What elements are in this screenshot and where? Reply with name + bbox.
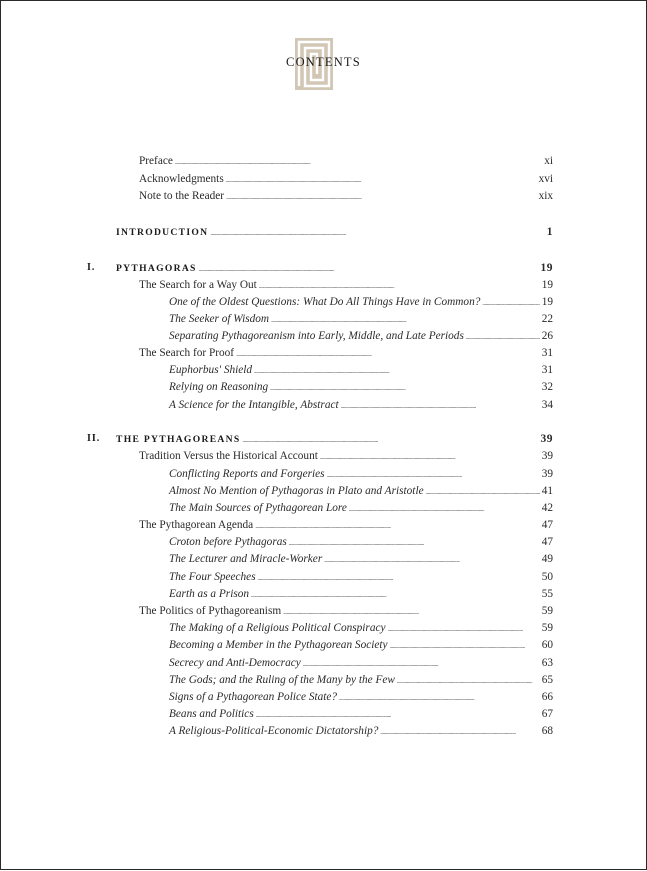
toc-entry-title: Relying on Reasoning — [169, 381, 269, 393]
toc-subsection[interactable] — [169, 637, 553, 653]
toc-entry-page: 39 — [540, 433, 553, 445]
toc-subsection[interactable] — [169, 689, 553, 705]
toc-entry-title: Conflicting Reports and Forgeries — [169, 468, 325, 480]
toc-entry-page: 39 — [541, 468, 553, 480]
dot-leader — [251, 586, 540, 603]
toc-entry-title: Secrecy and Anti-Democracy — [169, 657, 301, 669]
dot-leader — [270, 379, 540, 396]
dot-leader — [482, 294, 539, 311]
toc-introduction[interactable] — [116, 224, 553, 240]
toc-entry-title: Croton before Pythagoras — [169, 536, 287, 548]
toc-entry-page: 68 — [541, 725, 553, 737]
toc-section[interactable] — [139, 448, 553, 464]
toc-entry-title: Beans and Politics — [169, 708, 254, 720]
toc-subsection[interactable] — [169, 311, 553, 327]
dot-leader — [388, 620, 540, 637]
toc-subsection[interactable] — [169, 294, 553, 310]
toc-entry-page: 49 — [541, 553, 553, 565]
toc-entry-title: The Search for a Way Out — [139, 279, 257, 291]
dot-leader — [349, 500, 540, 517]
dot-leader — [390, 637, 540, 654]
toc-entry-page: 47 — [541, 519, 553, 531]
dot-leader — [258, 569, 540, 586]
toc-entry-title: Almost No Mention of Pythagoras in Plato and Aristotle — [169, 485, 424, 497]
dot-leader — [289, 534, 540, 551]
dot-leader — [327, 466, 540, 483]
toc-entry-title: The Search for Proof — [139, 347, 235, 359]
dot-leader — [242, 431, 538, 448]
dot-leader — [254, 362, 540, 379]
toc-entry-title: Acknowledgments — [139, 173, 224, 185]
dot-leader — [256, 706, 540, 723]
toc-entry-page: 19 — [541, 296, 553, 308]
dot-leader — [426, 483, 540, 500]
toc-entry-page: 42 — [541, 502, 553, 514]
toc-subsection[interactable] — [169, 362, 553, 378]
toc-entry-title: The Gods; and the Ruling of the Many by the Few — [169, 674, 395, 686]
toc-subsection[interactable] — [169, 655, 553, 671]
toc-entry-page: 55 — [541, 588, 553, 600]
toc-entry-title: Tradition Versus the Historical Account — [139, 450, 318, 462]
toc-entry-page: 63 — [541, 657, 553, 669]
dot-leader — [466, 328, 540, 345]
dot-leader — [303, 655, 540, 672]
toc-entry[interactable] — [139, 171, 553, 187]
toc-entry-title: A Religious-Political-Economic Dictatorship? — [169, 725, 379, 737]
toc-entry-page: xvi — [538, 173, 553, 185]
toc-entry-page: 1 — [546, 226, 553, 238]
dot-leader — [210, 224, 544, 241]
toc-entry-title: One of the Oldest Questions: What Do All Things Have in Common? — [169, 296, 481, 308]
toc-part[interactable] — [116, 431, 553, 447]
toc-subsection[interactable] — [169, 379, 553, 395]
page-title: CONTENTS — [286, 55, 361, 69]
toc-entry-page: 31 — [541, 347, 553, 359]
dot-leader — [283, 603, 540, 620]
toc-entry-page: 34 — [541, 399, 553, 411]
toc-entry-page: 39 — [541, 450, 553, 462]
part-number: II. — [87, 433, 101, 444]
toc-entry-page: 66 — [541, 691, 553, 703]
toc-entry-title: The Making of a Religious Political Conspiracy — [169, 622, 386, 634]
toc-subsection[interactable] — [169, 706, 553, 722]
toc-entry-page: 47 — [541, 536, 553, 548]
dot-leader — [339, 689, 540, 706]
toc-entry-title: Note to the Reader — [139, 190, 225, 202]
toc-entry-page: 60 — [541, 639, 553, 651]
toc-part-title: THE PYTHAGOREANS — [116, 434, 241, 445]
dot-leader — [226, 188, 537, 205]
toc-entry-title: The Politics of Pythagoreanism — [139, 605, 282, 617]
part-number: I. — [87, 262, 96, 273]
toc-subsection[interactable] — [169, 586, 553, 602]
dot-leader — [226, 171, 537, 188]
toc-subsection[interactable] — [169, 569, 553, 585]
toc-subsection[interactable] — [169, 672, 553, 688]
toc-subsection[interactable] — [169, 551, 553, 567]
toc-subsection[interactable] — [169, 723, 553, 739]
toc-entry[interactable] — [139, 188, 553, 204]
toc-subsection[interactable] — [169, 620, 553, 636]
toc-subsection[interactable] — [169, 534, 553, 550]
dot-leader — [199, 260, 539, 277]
toc-entry-title: Preface — [139, 155, 173, 167]
dot-leader — [175, 153, 542, 170]
toc-entry-page: xi — [544, 155, 553, 167]
toc-entry-page: 59 — [541, 622, 553, 634]
toc-entry-title: A Science for the Intangible, Abstract — [169, 399, 339, 411]
toc-section[interactable] — [139, 277, 553, 293]
toc-entry-title: Separating Pythagoreanism into Early, Middle, and Late Periods — [169, 330, 464, 342]
dot-leader — [324, 551, 539, 568]
toc-section[interactable] — [139, 603, 553, 619]
table-of-contents — [1, 1, 647, 871]
toc-subsection[interactable] — [169, 500, 553, 516]
toc-subsection[interactable] — [169, 466, 553, 482]
toc-entry-page: 32 — [541, 381, 553, 393]
toc-entry-page: 22 — [541, 313, 553, 325]
toc-entry-page: 50 — [541, 571, 553, 583]
toc-entry-page: 19 — [540, 262, 553, 274]
toc-subsection[interactable] — [169, 328, 553, 344]
toc-entry-title: Earth as a Prison — [169, 588, 250, 600]
toc-entry-title: Becoming a Member in the Pythagorean Society — [169, 639, 388, 651]
toc-entry-page: 31 — [541, 364, 553, 376]
dot-leader — [255, 517, 540, 534]
toc-entry-title: The Four Speeches — [169, 571, 256, 583]
toc-entry-title: INTRODUCTION — [116, 227, 209, 238]
toc-entry-title: The Seeker of Wisdom — [169, 313, 270, 325]
toc-entry-page: 19 — [541, 279, 553, 291]
toc-subsection[interactable] — [169, 397, 553, 413]
toc-entry-page: 65 — [541, 674, 553, 686]
toc-part-title: PYTHAGORAS — [116, 263, 197, 274]
toc-entry-title: Euphorbus' Shield — [169, 364, 253, 376]
toc-entry[interactable] — [139, 153, 553, 169]
dot-leader — [271, 311, 540, 328]
toc-part[interactable] — [116, 260, 553, 276]
toc-subsection[interactable] — [169, 483, 553, 499]
toc-entry-page: 26 — [541, 330, 553, 342]
dot-leader — [236, 345, 540, 362]
toc-entry-page: 41 — [541, 485, 553, 497]
dot-leader — [341, 397, 540, 414]
dot-leader — [397, 672, 540, 689]
toc-entry-page: 59 — [541, 605, 553, 617]
toc-entry-title: The Main Sources of Pythagorean Lore — [169, 502, 347, 514]
toc-entry-title: The Pythagorean Agenda — [139, 519, 254, 531]
dot-leader — [320, 448, 540, 465]
toc-entry-title: The Lecturer and Miracle-Worker — [169, 553, 323, 565]
dot-leader — [259, 277, 540, 294]
toc-section[interactable] — [139, 345, 553, 361]
dot-leader — [380, 723, 539, 740]
toc-entry-page: xix — [538, 190, 553, 202]
toc-entry-title: Signs of a Pythagorean Police State? — [169, 691, 338, 703]
toc-entry-page: 67 — [541, 708, 553, 720]
toc-section[interactable] — [139, 517, 553, 533]
